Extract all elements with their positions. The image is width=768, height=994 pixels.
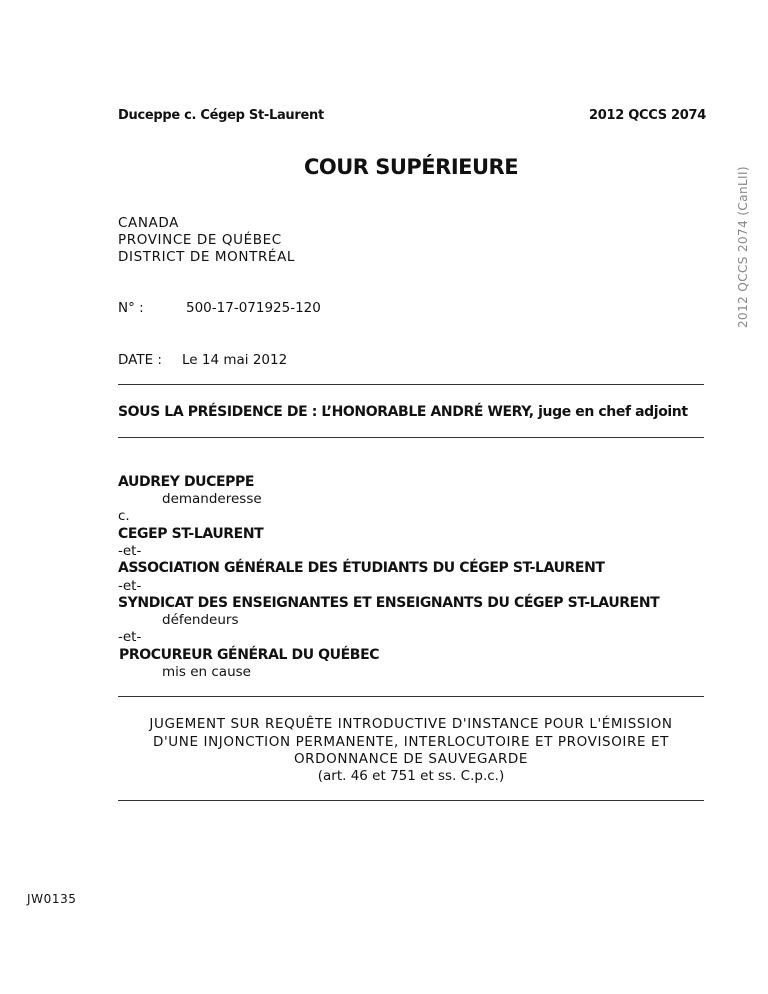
versus-label: c. bbox=[118, 508, 130, 524]
divider bbox=[118, 437, 704, 438]
jurisdiction-province: PROVINCE DE QUÉBEC bbox=[118, 232, 282, 248]
date-label: DATE : bbox=[118, 352, 162, 368]
case-name: Duceppe c. Cégep St-Laurent bbox=[118, 108, 324, 123]
defendants-role: défendeurs bbox=[162, 612, 239, 628]
et-separator: -et- bbox=[118, 543, 142, 559]
impleaded-role: mis en cause bbox=[162, 664, 251, 680]
defendant-union: SYNDICAT DES ENSEIGNANTES ET ENSEIGNANTS DU CÉGEP ST-LAURENT bbox=[118, 595, 660, 611]
judgment-title-line-2: D'UNE INJONCTION PERMANENTE, INTERLOCUTOIRE ET PROVISOIRE ET bbox=[153, 734, 669, 750]
canlii-watermark: 2012 QCCS 2074 (CanLII) bbox=[736, 165, 750, 328]
et-separator: -et- bbox=[118, 629, 142, 645]
defendant-association: ASSOCIATION GÉNÉRALE DES ÉTUDIANTS DU CÉGEP ST-LAURENT bbox=[118, 560, 605, 576]
citation: 2012 QCCS 2074 bbox=[589, 108, 706, 123]
impleaded-party: PROCUREUR GÉNÉRAL DU QUÉBEC bbox=[119, 647, 380, 663]
divider bbox=[118, 384, 704, 385]
judgment-articles: (art. 46 et 751 et ss. C.p.c.) bbox=[317, 768, 505, 784]
jurisdiction-district: DISTRICT DE MONTRÉAL bbox=[118, 249, 296, 265]
presiding-judge: SOUS LA PRÉSIDENCE DE : L’HONORABLE ANDRÉ WERY, juge en chef adjoint bbox=[118, 404, 688, 420]
defendant-cegep: CEGEP ST-LAURENT bbox=[118, 526, 264, 542]
plaintiff-name: AUDREY DUCEPPE bbox=[118, 474, 255, 490]
judgment-title-line-1: JUGEMENT SUR REQUÊTE INTRODUCTIVE D'INSTANCE POUR L'ÉMISSION bbox=[149, 716, 673, 732]
et-separator: -et- bbox=[118, 578, 142, 594]
judgment-title-line-3: ORDONNANCE DE SAUVEGARDE bbox=[293, 751, 529, 767]
divider bbox=[118, 696, 704, 697]
court-title: COUR SUPÉRIEURE bbox=[303, 155, 519, 179]
divider bbox=[118, 800, 704, 801]
date-value: Le 14 mai 2012 bbox=[182, 352, 288, 368]
file-number-label: N° : bbox=[118, 300, 144, 316]
footer-code: JW0135 bbox=[27, 892, 77, 906]
plaintiff-role: demanderesse bbox=[162, 491, 262, 507]
file-number-value: 500-17-071925-120 bbox=[186, 300, 321, 316]
jurisdiction-country: CANADA bbox=[118, 215, 179, 231]
